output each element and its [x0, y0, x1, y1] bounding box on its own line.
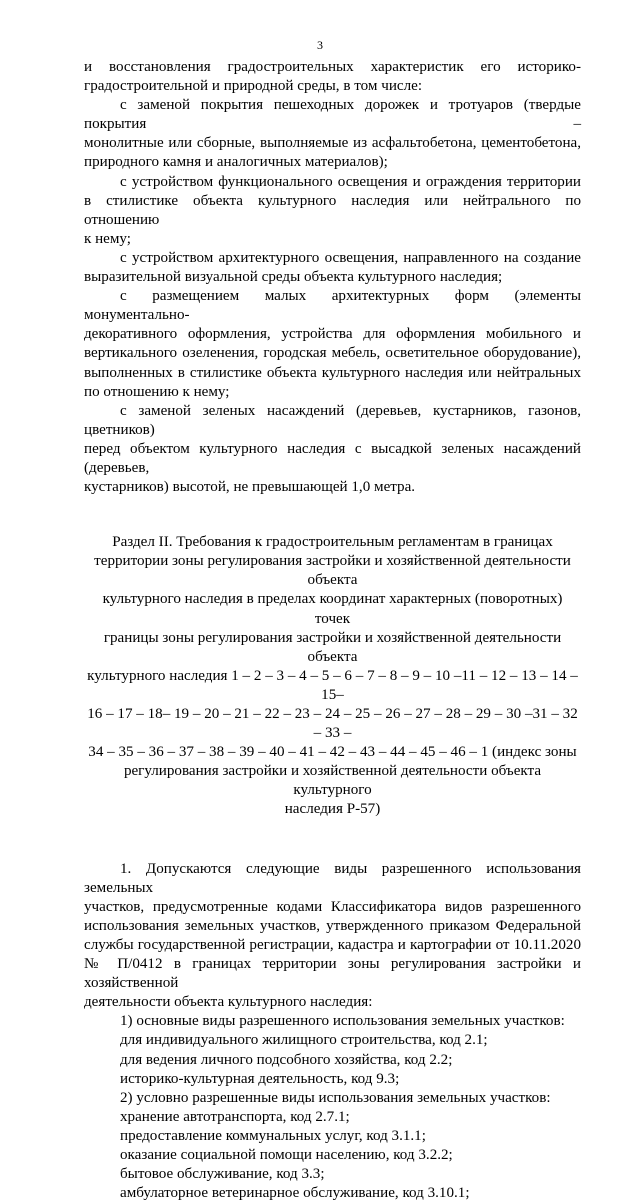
measure-line: с устройством функционального освещения и ограждения территории [120, 173, 581, 190]
measure-line: перед объектом культурного наследия с высадкой зеленых насаждений (деревьев, [84, 440, 581, 476]
measure-line: с размещением малых архитектурных форм (элементы монументально- [84, 288, 581, 324]
heading-line: границы зоны регулирования застройки и хозяйственной деятельности объекта [103, 629, 562, 665]
use-item: хранение автотранспорта, код 2.7.1; [120, 1108, 350, 1125]
measure-line: выразительной визуальной среды объекта культурного наследия; [84, 269, 503, 286]
text-line: и восстановления градостроительных характеристик его историко- [84, 59, 581, 75]
measure-line: по отношению к нему; [84, 383, 230, 400]
measure-line: монолитные или сборные, выполняемые из асфальтобетона, цементобетона, [84, 135, 581, 152]
heading-line: территории зоны регулирования застройки и хозяйственной деятельности объекта [94, 553, 571, 589]
heading-line: наследия Р-57) [284, 801, 381, 818]
paragraph-line: 1. Допускаются следующие виды разрешенного использования земельных [84, 860, 581, 896]
heading-line: культурного наследия в пределах координат характерных (поворотных) точек [102, 591, 563, 627]
main-uses-title: 1) основные виды разрешенного использования земельных участков: [120, 1013, 565, 1030]
measure-line: к нему; [84, 230, 131, 247]
heading-line: культурного наследия 1 – 2 – 3 – 4 – 5 – 6 – 7 – 8 – 9 – 10 –11 – 12 – 13 – 14 – 15– [87, 667, 578, 703]
heading-line: 16 – 17 – 18– 19 – 20 – 21 – 22 – 23 – 24 – 25 – 26 – 27 – 28 – 29 – 30 –31 – 32 – 33 – [87, 706, 578, 742]
use-item: для ведения личного подсобного хозяйства, код 2.2; [120, 1051, 453, 1068]
heading-line: регулирования застройки и хозяйственной деятельности объекта культурного [123, 763, 542, 799]
use-item: для индивидуального жилищного строительства, код 2.1; [120, 1032, 488, 1049]
measure-line: декоративного оформления, устройства для оформления мобильного и [84, 326, 581, 343]
measure-line: природного камня и аналогичных материалов); [84, 154, 388, 171]
measure-line: выполненных в стилистике объекта культурного наследия или нейтральных [84, 364, 581, 381]
section-heading [84, 533, 581, 819]
heading-line: 34 – 35 – 36 – 37 – 38 – 39 – 40 – 41 – 42 – 43 – 44 – 45 – 46 – 1 (индекс зоны [88, 744, 577, 761]
paragraph-line: службы государственной регистрации, кадастра и картографии от 10.11.2020 [84, 936, 581, 953]
use-item: оказание социальной помощи населению, код 3.2.2; [120, 1146, 453, 1163]
text-line: градостроительной и природной среды, в том числе: [84, 78, 423, 95]
paragraph-line: использования земельных участков, утвержденного приказом Федеральной [84, 917, 581, 934]
measure-line: вертикального озеленения, городская мебель, осветительное оборудование), [84, 345, 581, 362]
measure-line: с заменой покрытия пешеходных дорожек и тротуаров (твердые покрытия – [84, 97, 581, 133]
use-item: предоставление коммунальных услуг, код 3.1.1; [120, 1127, 426, 1144]
use-item: историко-культурная деятельность, код 9.3; [120, 1070, 400, 1087]
paragraph-line: № П/0412 в границах территории зоны регулирования застройки и хозяйственной [84, 956, 581, 992]
measure-line: кустарников) высотой, не превышающей 1,0 метра. [84, 479, 416, 496]
page-number: 3 [317, 38, 323, 52]
use-item: бытовое обслуживание, код 3.3; [120, 1166, 325, 1183]
heading-line: Раздел II. Требования к градостроительным регламентам в границах [112, 534, 553, 551]
conditional-uses-title: 2) условно разрешенные виды использования земельных участков: [120, 1089, 551, 1106]
paragraph-line: участков, предусмотренные кодами Классификатора видов разрешенного [84, 898, 581, 915]
measure-line: с устройством архитектурного освещения, направленного на создание [120, 249, 581, 266]
paragraph-line: деятельности объекта культурного наследия: [84, 994, 373, 1011]
document-body [84, 58, 581, 1203]
measure-line: с заменой зеленых насаждений (деревьев, кустарников, газонов, цветников) [84, 402, 581, 438]
measure-line: в стилистике объекта культурного наследия или нейтрального по отношению [84, 192, 581, 228]
use-item: амбулаторное ветеринарное обслуживание, код 3.10.1; [120, 1185, 470, 1202]
